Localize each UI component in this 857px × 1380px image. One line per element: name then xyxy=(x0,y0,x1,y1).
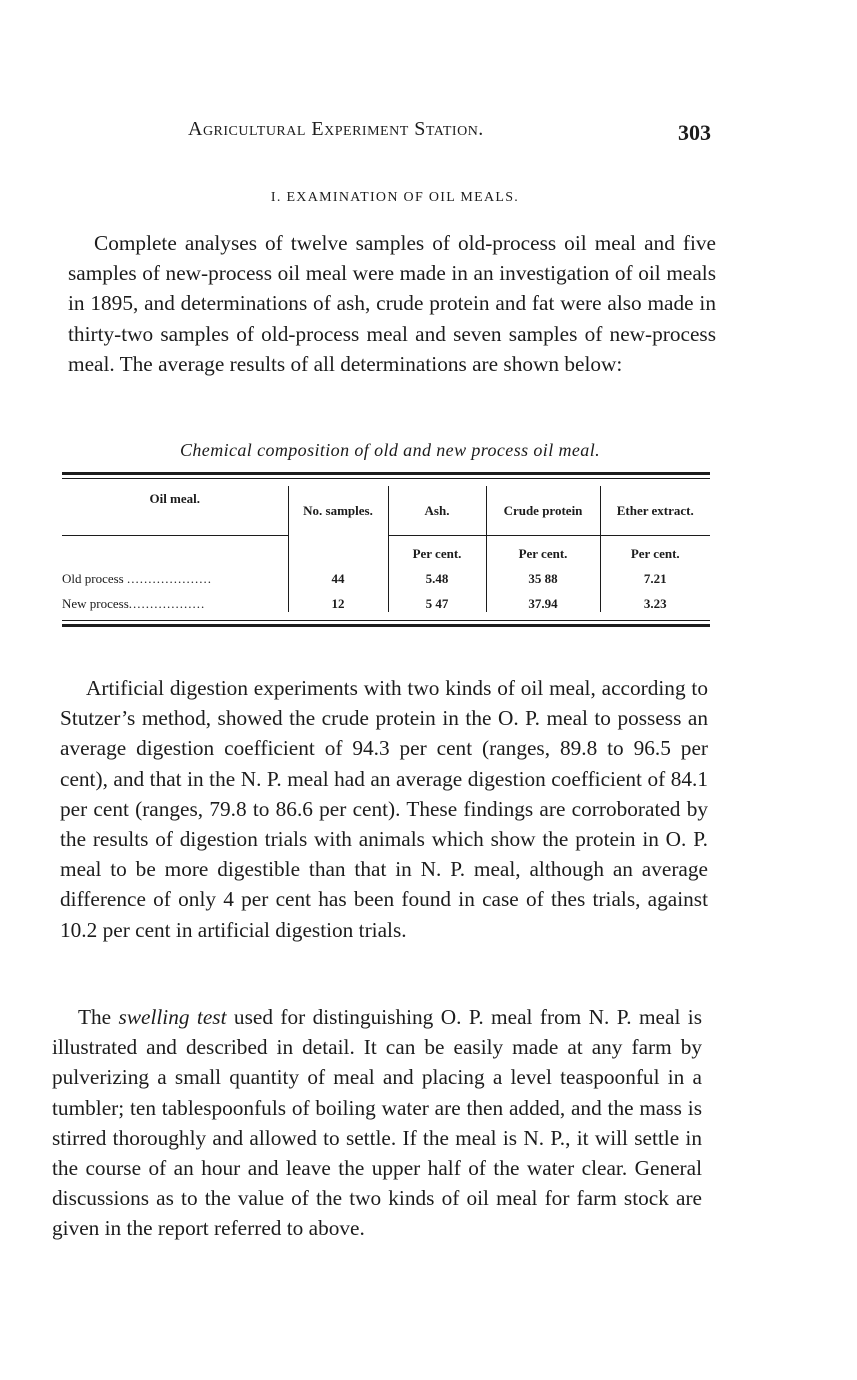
header-oil-meal-label: Oil meal. xyxy=(149,491,201,506)
running-head: Agricultural Experiment Station. xyxy=(188,118,484,140)
cell-ether-extract: 7.21 xyxy=(600,562,710,587)
paragraph-intro-text: Complete analyses of twelve samples of old-process oil meal and five samples of new-process oil meal were made in an investigation of oil meals in 1895, and determinations of ash, crude protein and fat were also made in thirty-two samples of old-process meal and seven samples of new-process meal. The average results of all determinations are shown below: xyxy=(68,231,716,376)
header-ether-extract: Ether extract. xyxy=(600,486,710,536)
paragraph-swelling-test xyxy=(52,1002,702,1244)
table-top-rule-thin xyxy=(62,478,710,479)
swelling-test-term: swelling test xyxy=(118,1005,227,1029)
paragraph-digestion xyxy=(60,673,708,945)
units-cell-ether: Per cent. xyxy=(600,536,710,563)
row-label-old-process xyxy=(62,562,288,587)
cell-ash: 5 47 xyxy=(388,587,486,612)
page-number: 303 xyxy=(678,120,711,145)
table-row xyxy=(62,562,710,587)
units-cell-protein: Per cent. xyxy=(486,536,600,563)
header-ash: Ash. xyxy=(388,486,486,536)
section-heading: I. EXAMINATION OF OIL MEALS. xyxy=(270,190,520,205)
paragraph-swelling-test-body: used for distinguishing O. P. meal from N. P. meal is illustrated and described in detail. It can be easily made at any farm by pulverizing a small quantity of meal and placing a level teaspoonful in a tumbler; ten tablespoonfuls of boiling water are then added, and the mass is stirred thoroughly and allowed to settle. If the meal is N. P., it will settle in the course of an hour and leave the upper half of the water clear. General discussions as to the value of the two kinds of oil meal for farm stock are given in the report referred to above. xyxy=(52,1005,702,1241)
paragraph-swelling-test-text xyxy=(52,1002,702,1244)
table-units-row xyxy=(62,536,710,563)
cell-ash: 5.48 xyxy=(388,562,486,587)
cell-samples: 44 xyxy=(288,562,388,587)
units-cell-ash: Per cent. xyxy=(388,536,486,563)
row-name: New process xyxy=(62,596,129,611)
cell-ether-extract: 3.23 xyxy=(600,587,710,612)
header-oil-meal xyxy=(62,486,288,536)
table-bottom-rule-thin xyxy=(62,620,710,621)
table-top-rule-thick xyxy=(62,472,710,475)
table-header-row xyxy=(62,486,710,536)
row-label-new-process xyxy=(62,587,288,612)
units-cell-samples xyxy=(288,536,388,563)
cell-crude-protein: 35 88 xyxy=(486,562,600,587)
cell-crude-protein: 37.94 xyxy=(486,587,600,612)
paragraph-intro xyxy=(68,228,716,379)
row-name: Old process xyxy=(62,571,124,586)
header-crude-protein: Crude protein xyxy=(486,486,600,536)
table-row xyxy=(62,587,710,612)
table-caption: Chemical composition of old and new process oil meal. xyxy=(180,440,600,460)
table-bottom-rule-thick xyxy=(62,624,710,627)
header-no-samples: No. samples. xyxy=(288,486,388,536)
units-cell-oil-meal xyxy=(62,536,288,563)
cell-samples: 12 xyxy=(288,587,388,612)
paragraph-swelling-test-lead: The xyxy=(78,1005,119,1029)
paragraph-digestion-text: Artificial digestion experiments with two kinds of oil meal, according to Stutzer’s method, showed the crude protein in the O. P. meal to possess an average digestion coefficient of 94.3 per cent (ranges, 89.8 to 96.5 per cent), and that in the N. P. meal had an average digestion coefficient of 84.1 per cent (ranges, 79.8 to 86.6 per cent). These findings are corroborated by the results of digestion trials with animals which show the protein in O. P. meal to be more digestible than that in N. P. meal, although an average difference of only 4 per cent has been found in case of thes trials, against 10.2 per cent in artificial digestion trials. xyxy=(60,676,708,942)
row-leader-dots: .................. xyxy=(128,596,206,611)
composition-table xyxy=(62,486,710,612)
row-leader-dots: .................... xyxy=(127,571,212,586)
